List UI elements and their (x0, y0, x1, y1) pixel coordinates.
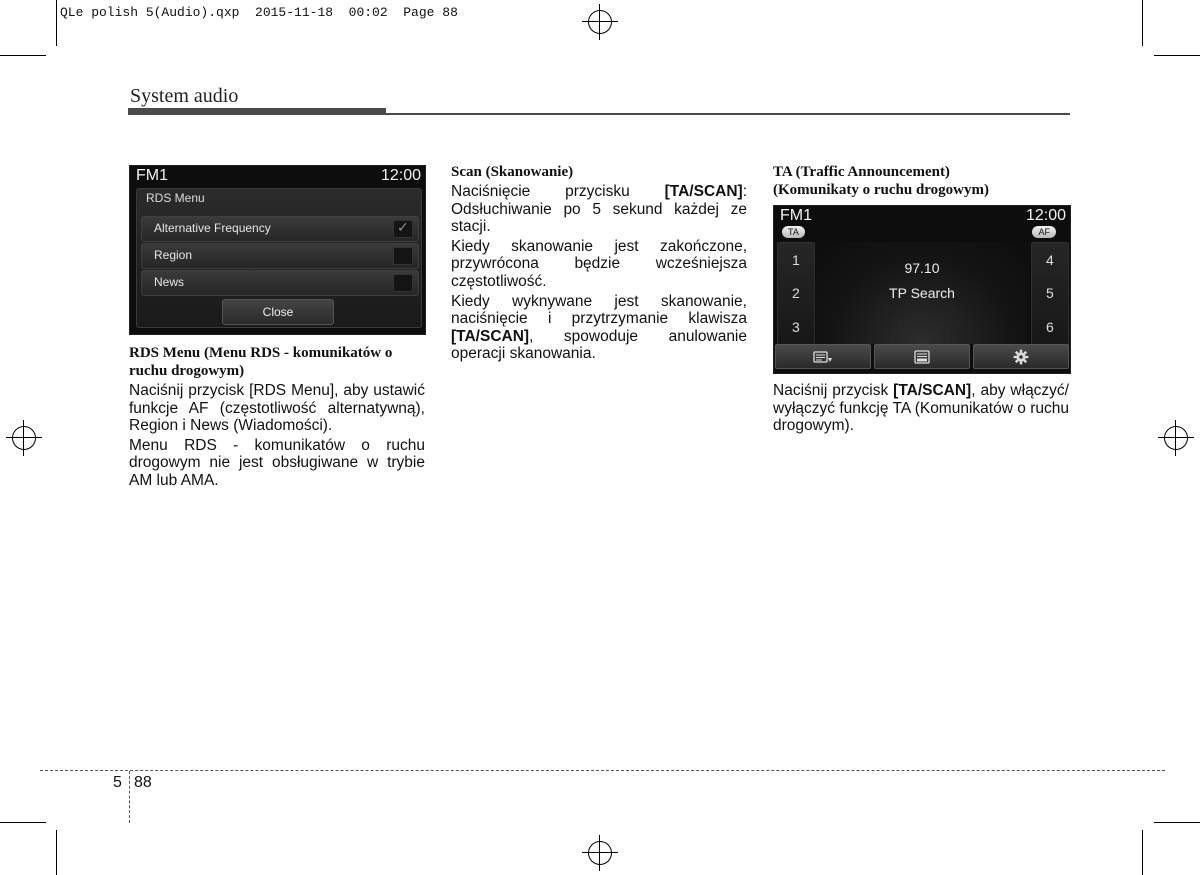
column-scan (451, 163, 747, 365)
footer-rule (40, 770, 1165, 771)
tp-search-status: TP Search (889, 285, 955, 301)
rds-heading: RDS Menu (Menu RDS - komunikatów o ruchu drogowym) (129, 345, 393, 379)
ta-paragraph-1: Naciśnij przycisk [TA/SCAN], aby włączyć/ wyłączyć funkcję TA (Komunikatów o ruchu drogowym). (773, 382, 1069, 435)
rds-menu-title: RDS Menu (146, 191, 205, 205)
rds-item-alternative-frequency[interactable] (141, 216, 419, 242)
registration-mark (582, 4, 618, 40)
preset-button[interactable]: 1 (792, 252, 800, 268)
radio-auto-icon (913, 349, 931, 365)
rds-item-news[interactable] (141, 270, 419, 296)
presets-right (1031, 242, 1069, 346)
key-ta-scan: [TA/SCAN] (893, 382, 972, 399)
preset-button[interactable]: 3 (792, 319, 800, 335)
key-ta-scan: [TA/SCAN] (664, 183, 743, 200)
scan-paragraph-1: Naciśnięcie przycisku [TA/SCAN]: Odsłuchiwanie po 5 sekund każdej ze stacji. (451, 183, 747, 236)
clock: 12:00 (1025, 207, 1066, 224)
radio-auto-button[interactable] (874, 344, 970, 369)
af-badge: AF (1032, 226, 1056, 238)
crop-mark (56, 830, 57, 875)
bottom-toolbar (775, 344, 1069, 369)
rds-item-label: News (154, 275, 185, 289)
crop-mark (1154, 822, 1200, 823)
column-ta (773, 163, 1069, 201)
scan-paragraph-2: Kiedy skanowanie jest zakończone, przywrócona będzie wcześniejsza częstotliwość. (451, 237, 747, 290)
title-rule (386, 113, 1070, 115)
column-ta-text (773, 382, 1069, 437)
station-display (816, 242, 1028, 344)
close-button[interactable]: Close (222, 299, 334, 325)
print-slug: QLe polish 5(Audio).qxp 2015-11-18 00:02 Page 88 (60, 5, 458, 20)
presets-left (777, 242, 815, 346)
settings-button[interactable] (973, 344, 1069, 369)
key-ta-scan: [TA/SCAN] (451, 327, 530, 345)
gear-icon (1013, 349, 1029, 365)
preset-button[interactable]: 2 (792, 285, 800, 301)
checkbox-icon[interactable] (393, 247, 413, 265)
rds-menu-panel (136, 188, 422, 328)
ta-heading: TA (Traffic Announcement) (Komunikaty o ruchu drogowym) (773, 164, 989, 198)
ta-badge: TA (782, 226, 805, 238)
column-rds (129, 344, 425, 492)
crop-mark (56, 0, 57, 46)
radio-list-icon (813, 349, 833, 365)
crop-mark (0, 55, 46, 56)
band-label: FM1 (780, 207, 812, 224)
preset-button[interactable]: 4 (1046, 252, 1054, 268)
crop-mark (1142, 830, 1143, 875)
rds-item-label: Region (154, 248, 193, 262)
page-number: 88 (134, 774, 152, 791)
crop-mark (0, 822, 46, 823)
preset-button[interactable]: 6 (1046, 319, 1054, 335)
rds-menu-screen (129, 165, 426, 335)
checkbox-icon[interactable] (393, 274, 413, 292)
registration-mark (6, 420, 42, 456)
rds-item-label: Alternative Frequency (154, 221, 271, 235)
footer-divider (129, 771, 130, 823)
band-label: FM1 (136, 167, 168, 184)
checkbox-checked-icon[interactable] (393, 220, 413, 238)
rds-paragraph-1: Naciśnij przycisk [RDS Menu], aby ustawić funkcje AF (częstotliwość alternatywną), Region i News (Wiadomości). (129, 382, 425, 435)
crop-mark (1142, 0, 1143, 46)
clock: 12:00 (380, 167, 421, 184)
scan-heading: Scan (Skanowanie) (451, 164, 574, 180)
crop-mark (1154, 55, 1200, 56)
title-bar (128, 108, 386, 115)
preset-button[interactable]: 5 (1046, 285, 1054, 301)
radio-list-button[interactable] (775, 344, 871, 369)
registration-mark (1158, 420, 1194, 456)
rds-paragraph-2: Menu RDS - komunikatów o ruchu drogowym nie jest obsługiwane w trybie AM lub AMA. (129, 436, 425, 489)
ta-screen (773, 205, 1071, 374)
frequency-readout: 97.10 (904, 260, 940, 276)
registration-mark (582, 835, 618, 871)
section-title: System audio (130, 85, 239, 107)
scan-paragraph-3: Kiedy wyknywane jest skanowanie, naciśnięcie i przytrzymanie klawisza [TA/SCAN], spowoduje anulowanie operacji skanowania. (451, 292, 747, 363)
chapter-number: 5 (113, 774, 122, 791)
rds-item-region[interactable] (141, 243, 419, 269)
